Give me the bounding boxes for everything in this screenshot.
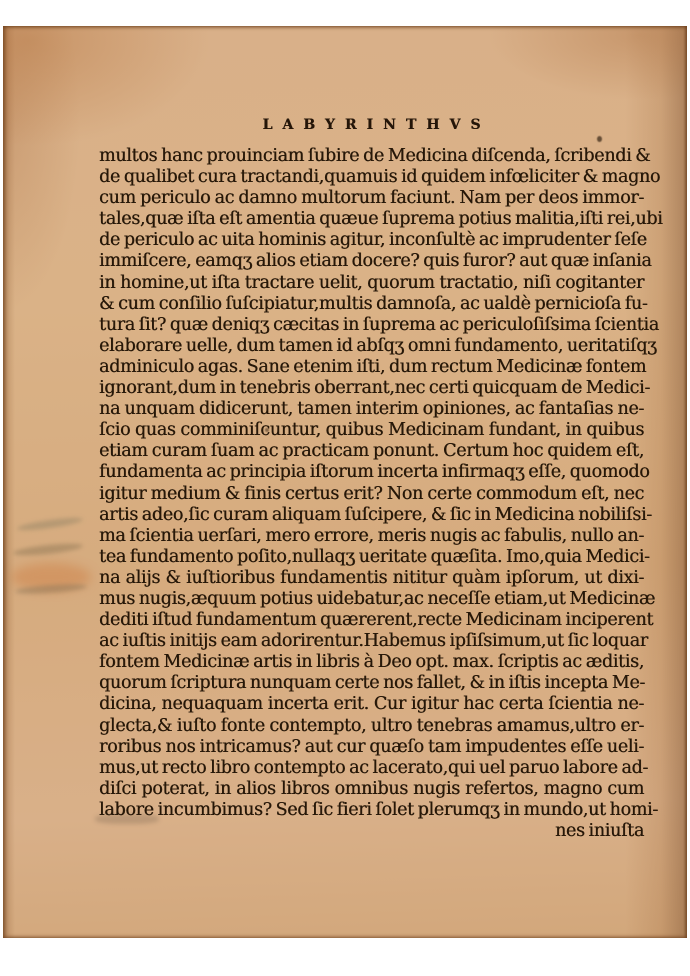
text-line: na unquam didicerunt, tamen interim opiniones, ac fantaſias ne- xyxy=(99,399,644,420)
text-line: labore incumbimus? Sed ſic fieri ſolet plerumqʒ in mundo,ut homi- xyxy=(99,799,658,820)
text-line: in homine,ut iſta tractare uelit, quorum tractatio, niſi cogitanter xyxy=(99,272,644,293)
text-line: immiſcere, eamqʒ alios etiam docere? quis furor? aut quæ inſania xyxy=(99,251,652,272)
text-line: & cum conſilio ſuſcipiatur,multis damnoſa, ac ualdè pernicioſa fu- xyxy=(99,293,648,314)
handwriting-bleedthrough xyxy=(17,515,83,532)
text-line: glecta,& iuſto fonte contempto, ultro tenebras amamus,ultro er- xyxy=(99,715,644,736)
text-line: tales,quæ iſta eſt amentia quæue ſuprema potius malitia,iſti rei,ubi xyxy=(99,209,663,230)
page-text xyxy=(99,146,663,842)
text-line: na alijs & iuſtioribus fundamentis nititur quàm ipſorum, ut dixi- xyxy=(99,567,644,588)
text-line: igitur medium & finis certus erit? Non certe commodum eſt, nec xyxy=(99,483,644,504)
body-lines xyxy=(99,146,663,821)
text-line: cum periculo ac damno multorum faciunt. Nam per deos immor- xyxy=(99,188,644,209)
text-line: ma ſcientia uerſari, mero errore, meris nugis ac fabulis, nullo an- xyxy=(99,525,644,546)
text-line: mus,ut recto libro contempto ac lacerato,qui uel paruo labore ad- xyxy=(99,757,649,778)
text-line: ac iuſtis initijs eam adorirentur.Habemus ipſiſsimum,ut ſic loquar xyxy=(99,631,648,652)
text-line: de qualibet cura tractandi,quamuis id quidem infœliciter & magno xyxy=(99,167,661,188)
text-line: adminiculo agas. Sane etenim iſti, dum rectum Medicinæ fontem xyxy=(99,356,647,377)
text-line: dicina, nequaquam incerta erit. Cur igitur hac certa ſcientia ne- xyxy=(99,694,644,715)
text-line: quorum ſcriptura nunquam certe nos fallet, & in iſtis incepta Me- xyxy=(99,673,645,694)
text-line: de periculo ac uita hominis agitur, inconſultè ac imprudenter ſeſe xyxy=(99,230,647,251)
text-line: ignorant,dum in tenebris oberrant,nec certi quicquam de Medici- xyxy=(99,378,650,399)
running-header: LABYRINTHVS xyxy=(262,117,491,133)
book-page xyxy=(3,26,687,938)
ink-speck xyxy=(597,136,602,142)
text-line: fundamenta ac principia iſtorum incerta infirmaqʒ eſſe, quomodo xyxy=(99,462,650,483)
text-line: roribus nos intricamus? aut cur quæſo tam impudentes eſſe ueli- xyxy=(99,736,644,757)
text-line: fontem Medicinæ artis in libris à Deo opt. max. ſcriptis ac æditis, xyxy=(99,652,644,673)
text-line: tea fundamento poſito,nullaqʒ ueritate quæſita. Imo,quia Medici- xyxy=(99,546,650,567)
text-line: elaborare uelle, dum tamen id abſqʒ omni fundamento, ueritatiſqʒ xyxy=(99,335,657,356)
text-line: diſci poterat, in alios libros omnibus nugis refertos, magno cum xyxy=(99,778,644,799)
final-line: nes iniuſta xyxy=(554,821,644,841)
text-line: mus nugis,æquum potius uidebatur,ac neceſſe etiam,ut Medicinæ xyxy=(99,588,655,609)
text-line: tura ſit? quæ deniqʒ cæcitas in ſuprema ac periculoſiſsima ſcientia xyxy=(99,314,659,335)
handwriting-bleedthrough xyxy=(13,541,84,557)
text-line: multos hanc prouinciam ſubire de Medicina diſcenda, ſcribendi & xyxy=(99,146,651,166)
text-line: etiam curam ſuam ac practicam ponunt. Certum hoc quidem eſt, xyxy=(99,441,644,462)
text-line: ſcio quas comminiſcuntur, quibus Medicinam fundant, in quibus xyxy=(99,420,644,441)
text-line: dediti iſtud fundamentum quærerent,recte Medicinam inciperent xyxy=(99,610,654,631)
text-line: artis adeo,ſic curam aliquam ſuſcipere, & ſic in Medicina nobiliſsi- xyxy=(99,504,652,525)
